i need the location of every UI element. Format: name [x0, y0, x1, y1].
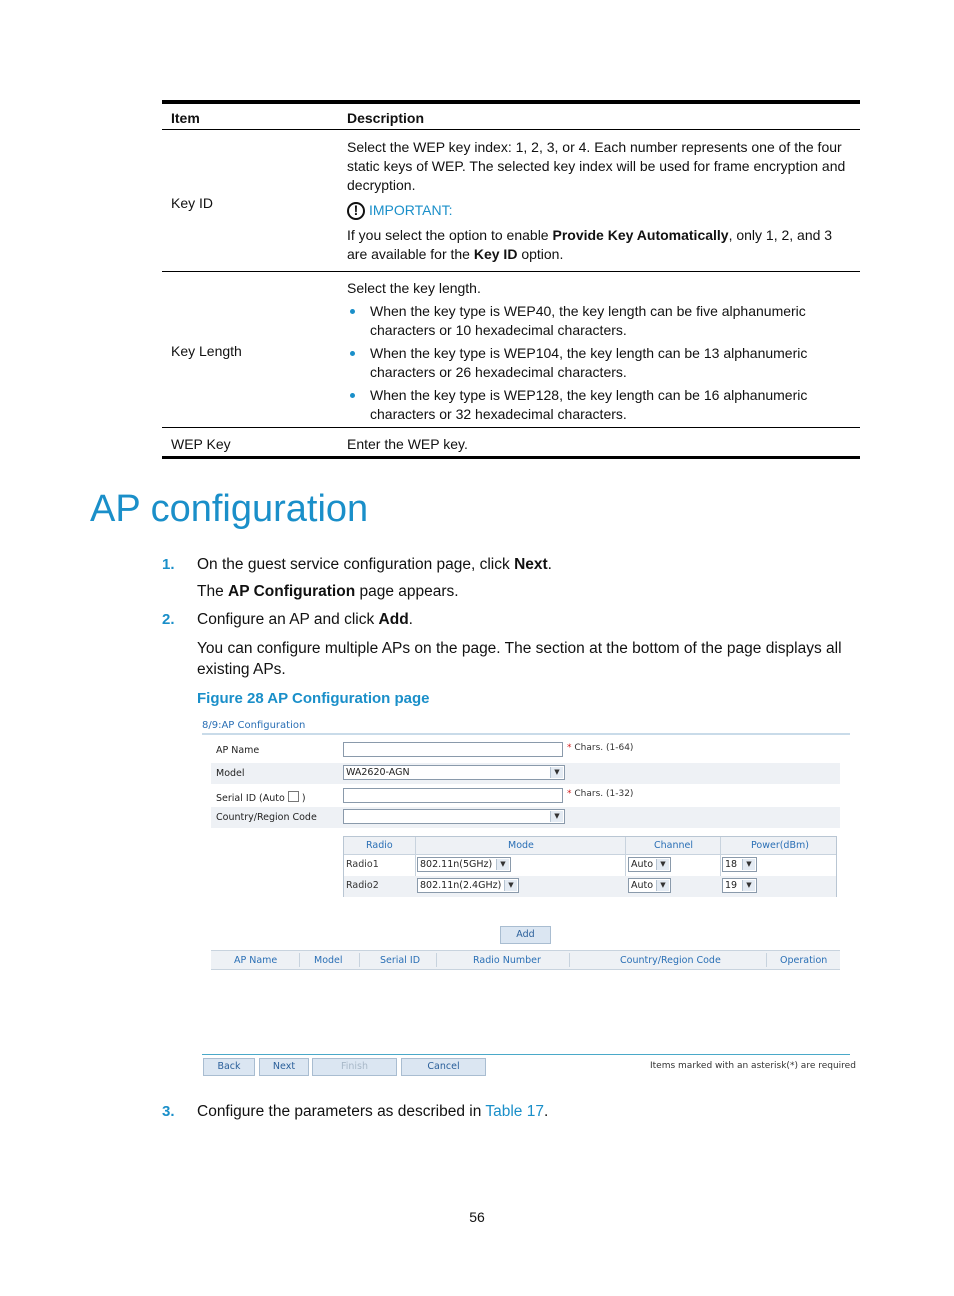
row-divider [162, 271, 860, 272]
power-value: 19 [725, 880, 738, 891]
column-divider [436, 953, 437, 967]
model-label: Model [216, 768, 245, 779]
title-underline [202, 733, 850, 735]
column-divider [299, 953, 300, 967]
column-divider [569, 953, 570, 967]
step-2-text-a: Configure an AP and click [197, 611, 379, 628]
note-text-1: If you select the option to enable [347, 227, 553, 243]
serial-id-input[interactable] [343, 788, 563, 803]
important-notice [347, 201, 852, 220]
chevron-down-icon: ▼ [742, 859, 755, 870]
key-id-note [347, 226, 852, 264]
col-serial-id: Serial ID [380, 955, 421, 966]
step-2-bold: Add [378, 611, 409, 628]
back-button[interactable]: Back [203, 1058, 255, 1076]
col-channel: Channel [654, 840, 694, 851]
step-2-text [197, 611, 413, 629]
chevron-down-icon: ▼ [550, 811, 563, 822]
column-divider [359, 953, 360, 967]
required-note: Items marked with an asterisk(*) are required [650, 1061, 856, 1071]
step-3-text [197, 1103, 548, 1121]
step-3-text-b: . [543, 1103, 549, 1120]
col-operation: Operation [780, 955, 828, 966]
required-asterisk: * [567, 743, 572, 753]
chevron-down-icon: ▼ [550, 767, 563, 778]
step-1-text-a: On the guest service configuration page, click [197, 556, 515, 573]
chevron-down-icon: ▼ [742, 880, 755, 891]
step-1-subtext [197, 583, 459, 601]
country-row [211, 807, 840, 828]
required-asterisk: * [567, 789, 572, 799]
ap-list-header [211, 950, 840, 970]
table-top-border [162, 100, 860, 104]
step-3-number: 3. [162, 1103, 175, 1120]
step-2-number: 2. [162, 611, 175, 628]
row-key-id-item: Key ID [171, 195, 214, 211]
note-text-3: option. [517, 246, 564, 262]
section-heading: AP configuration [90, 488, 369, 530]
note-text-2: , only 1, 2, and 3 are available for the [347, 227, 833, 262]
model-value: WA2620-AGN [346, 767, 410, 778]
cancel-button[interactable]: Cancel [401, 1058, 486, 1076]
col-model: Model [314, 955, 343, 966]
radio-name: Radio2 [346, 880, 379, 891]
table-row [344, 876, 836, 897]
mode-value: 802.11n(2.4GHz) [420, 880, 502, 891]
chevron-down-icon: ▼ [656, 880, 669, 891]
country-label: Country/Region Code [216, 812, 317, 823]
important-label: IMPORTANT: [369, 202, 453, 218]
step-1-sub-a: The [197, 583, 229, 600]
serial-chars: Chars. (1-32) [574, 789, 634, 799]
country-select[interactable] [343, 809, 565, 824]
key-id-intro: Select the WEP key index: 1, 2, 3, or 4. Each number represents one of the four static keys of WEP. The selected key index will be used for frame encryption and decryption. [347, 139, 846, 193]
mode-select[interactable] [417, 857, 511, 872]
table-bottom-border [162, 456, 860, 459]
step-2-text-b: . [408, 611, 413, 628]
figure-caption: Figure 28 AP Configuration page [197, 690, 430, 707]
channel-select[interactable] [628, 878, 671, 893]
note-bold-2: Key ID [473, 246, 518, 262]
ap-name-chars: Chars. (1-64) [574, 743, 634, 753]
wizard-title: 8/9:AP Configuration [202, 720, 306, 731]
ap-name-input[interactable] [343, 742, 563, 757]
next-button[interactable]: Next [259, 1058, 309, 1076]
power-select[interactable] [722, 857, 757, 872]
row-wep-key-description: Enter the WEP key. [347, 436, 468, 452]
channel-value: Auto [631, 880, 654, 891]
step-1-text-b: . [547, 556, 552, 573]
channel-value: Auto [631, 859, 654, 870]
column-divider [766, 953, 767, 967]
col-radio-number: Radio Number [473, 955, 541, 966]
note-bold-1: Provide Key Automatically [552, 227, 729, 243]
header-divider [162, 129, 860, 130]
key-length-bullets [347, 302, 852, 424]
ap-name-hint [567, 743, 633, 753]
chevron-down-icon: ▼ [656, 859, 669, 870]
col-ap-name: AP Name [234, 955, 278, 966]
serial-label-close: ) [301, 793, 306, 804]
power-value: 18 [725, 859, 738, 870]
col-radio: Radio [366, 840, 393, 851]
step-1-number: 1. [162, 556, 175, 573]
chevron-down-icon: ▼ [496, 859, 509, 870]
add-button[interactable]: Add [500, 926, 551, 944]
serial-id-row [211, 786, 840, 807]
exclamation-icon: ! [347, 202, 365, 220]
key-length-intro: Select the key length. [347, 280, 481, 296]
step-1-bold: Next [514, 556, 548, 573]
model-row [211, 763, 840, 784]
header-item: Item [171, 110, 200, 126]
ap-name-row [211, 740, 840, 761]
header-description: Description [347, 110, 425, 126]
serial-id-label [216, 791, 306, 804]
row-key-id-description [347, 138, 852, 264]
serial-label-text: Serial ID (Auto [216, 793, 285, 804]
step-1-sub-bold: AP Configuration [228, 583, 356, 600]
col-mode: Mode [508, 840, 534, 851]
model-select[interactable] [343, 765, 565, 780]
auto-checkbox[interactable] [288, 791, 299, 802]
list-item: When the key type is WEP128, the key length can be 16 alphanumeric characters or 32 hexadecimal characters. [347, 386, 852, 424]
step-2-subtext: You can configure multiple APs on the page. The section at the bottom of the page displays all existing APs. [197, 640, 842, 678]
row-key-length-description [347, 279, 852, 428]
radio-name: Radio1 [346, 859, 379, 870]
step-1-sub-b: page appears. [355, 583, 459, 600]
footer-divider [202, 1054, 850, 1055]
channel-select[interactable] [628, 857, 671, 872]
ap-name-label: AP Name [216, 745, 260, 756]
chevron-down-icon: ▼ [504, 880, 517, 891]
table-row [344, 855, 836, 876]
radio-table [343, 836, 837, 897]
step-3-text-a: Configure the parameters as described in [197, 1103, 486, 1120]
row-key-length-item: Key Length [171, 343, 242, 359]
list-item: When the key type is WEP40, the key length can be five alphanumeric characters or 10 hexadecimal characters. [347, 302, 852, 340]
row-divider [162, 427, 860, 428]
col-country-region: Country/Region Code [620, 955, 721, 966]
row-wep-key-item: WEP Key [171, 436, 231, 452]
list-item: When the key type is WEP104, the key length can be 13 alphanumeric characters or 26 hexadecimal characters. [347, 344, 852, 382]
page-number: 56 [469, 1209, 485, 1225]
radio-table-header [344, 837, 836, 855]
power-select[interactable] [722, 878, 757, 893]
serial-id-hint [567, 789, 633, 799]
step-1-text [197, 556, 552, 574]
finish-button[interactable]: Finish [312, 1058, 397, 1076]
mode-select[interactable] [417, 878, 519, 893]
mode-value: 802.11n(5GHz) [420, 859, 493, 870]
col-power: Power(dBm) [751, 840, 809, 851]
table-17-link[interactable]: Table 17 [485, 1103, 544, 1120]
